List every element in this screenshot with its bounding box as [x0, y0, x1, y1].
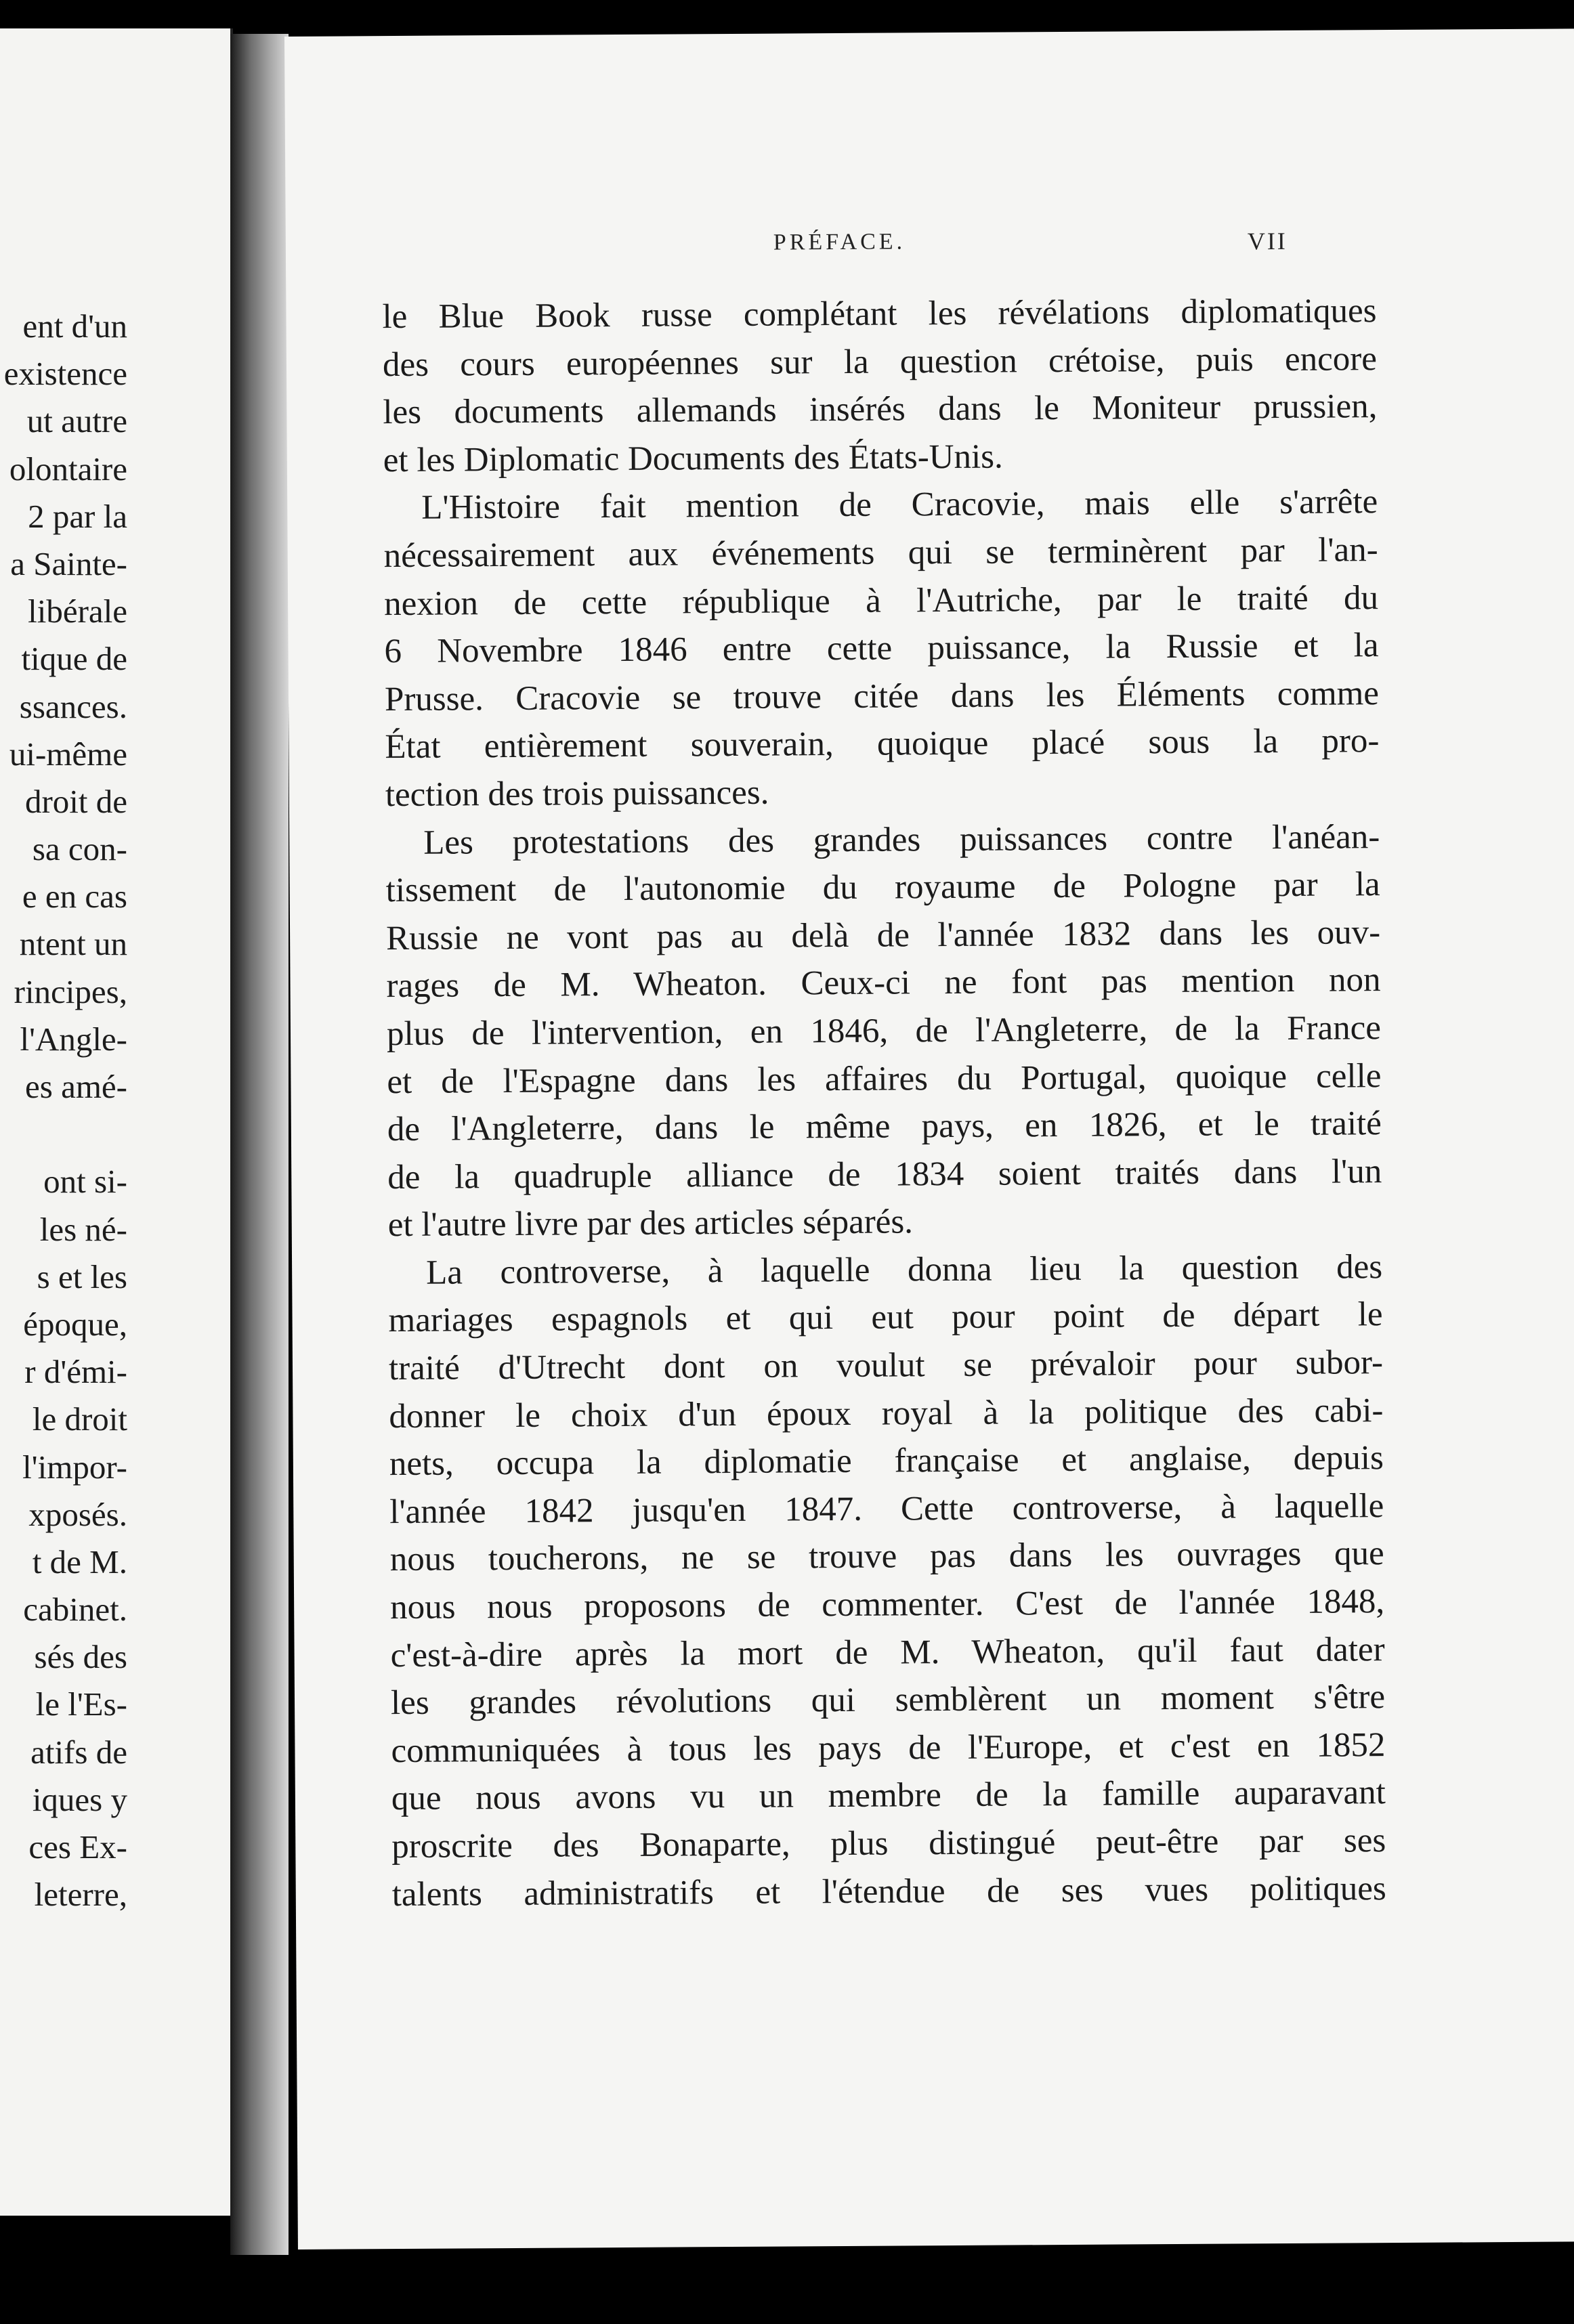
facing-page-line: ent d'un [22, 307, 127, 345]
text-line: La controverse, à laquelle donna lieu la question des [425, 1248, 1383, 1292]
facing-page-line: 2 par la [28, 497, 127, 535]
facing-page-line: es amé- [25, 1068, 127, 1105]
facing-page-line: les né- [39, 1210, 127, 1248]
text-line: talents administratifs et l'étendue de ses vues politiques [391, 1869, 1386, 1914]
facing-page-line: leterre, [34, 1876, 127, 1914]
text-line: des cours européennes sur la question crétoise, puis encore [382, 339, 1378, 384]
text-line: l'année 1842 jusqu'en 1847. Cette controverse, à laquelle [389, 1486, 1384, 1531]
text-line: tissement de l'autonomie du royaume de Pologne par la [385, 865, 1380, 910]
text-line: Les protestations des grandes puissances contre l'anéan- [423, 817, 1380, 862]
text-line: rages de M. Wheaton. Ceux-ci ne font pas mention non [386, 961, 1381, 1006]
facing-page-line: le l'Es- [35, 1685, 127, 1723]
text-line: nets, occupa la diplomatie française et anglaise, depuis [389, 1439, 1384, 1484]
text-line: État entièrement souverain, quoique placé sous la pro- [385, 722, 1380, 767]
text-line: les grandes révolutions qui semblèrent un moment s'être [390, 1678, 1386, 1723]
facing-page-line: existence [3, 355, 127, 393]
running-title: PRÉFACE. [773, 229, 906, 255]
text-line: nexion de cette république à l'Autriche, par le traité du [383, 578, 1379, 623]
text-line: 6 Novembre 1846 entre cette puissance, la Russie et la [384, 626, 1379, 671]
text-line: plus de l'intervention, en 1846, de l'Angleterre, de la France [386, 1009, 1382, 1054]
facing-page-line: atifs de [30, 1733, 127, 1771]
text-line: de la quadruple alliance de 1834 soient traités dans l'un [387, 1152, 1382, 1197]
text-line: L'Histoire fait mention de Cracovie, mais elle s'arrête [421, 483, 1378, 528]
facing-page-left [0, 28, 233, 2216]
facing-page-line: olontaire [9, 450, 127, 488]
facing-page-line: tique de [21, 640, 127, 678]
text-line: et les Diplomatic Documents des États-Unis. [383, 437, 1003, 479]
text-line: donner le choix d'un époux royal à la politique des cabi- [389, 1391, 1384, 1436]
text-line: communiquées à tous les pays de l'Europe, et c'est en 1852 [391, 1725, 1386, 1770]
facing-page-line: ntent un [19, 925, 127, 963]
text-line: tection des trois puissances. [385, 773, 769, 815]
facing-page-line: cabinet. [23, 1591, 127, 1629]
text-line: Prusse. Cracovie se trouve citée dans les Éléments comme [384, 674, 1380, 718]
book-gutter-shadow [230, 34, 289, 2255]
text-line: et de l'Espagne dans les affaires du Portugal, quoique celle [387, 1056, 1382, 1101]
body-text [382, 287, 1386, 1918]
facing-page-line [0, 1111, 127, 1158]
facing-page-line: s et les [37, 1257, 127, 1295]
text-line: c'est-à-dire après la mort de M. Wheaton, qu'il faut dater [390, 1630, 1385, 1675]
facing-page-line: ces Ex- [28, 1828, 127, 1866]
facing-page-line: a Sainte- [10, 544, 127, 582]
facing-page-line: e en cas [22, 878, 127, 916]
facing-page-line: l'Angle- [20, 1020, 127, 1058]
facing-page-line: ont si- [43, 1163, 127, 1201]
text-line: mariages espagnols et qui eut pour point de départ le [388, 1295, 1383, 1340]
page-number: VII [1247, 227, 1288, 255]
text-line: nous toucherons, ne se trouve pas dans les ouvrages que [389, 1534, 1384, 1579]
facing-page-line: époque, [23, 1305, 127, 1343]
facing-page-text [0, 303, 127, 1918]
facing-page-line: ui-même [9, 735, 127, 773]
text-line: nous nous proposons de commenter. C'est de l'année 1848, [390, 1583, 1385, 1627]
facing-page-line: l'impor- [22, 1448, 127, 1486]
facing-page-line: droit de [24, 782, 127, 820]
facing-page-line: r d'émi- [24, 1353, 127, 1391]
facing-page-line: ut autre [26, 402, 127, 440]
text-line: de l'Angleterre, dans le même pays, en 1826, et le traité [387, 1104, 1382, 1149]
facing-page-line: xposés. [28, 1495, 127, 1533]
text-line: Russie ne vont pas au delà de l'année 1832 dans les ouv- [385, 913, 1381, 957]
facing-page-line: ssances. [19, 687, 127, 725]
facing-page-line: sés des [34, 1638, 127, 1676]
facing-page-line: libérale [28, 593, 127, 630]
text-line: que nous avons vu un membre de la famille auparavant [391, 1773, 1386, 1818]
page-right [284, 28, 1574, 2250]
text-line: traité d'Utrecht dont on voulut se prévaloir pour subor- [388, 1343, 1384, 1388]
text-line: et l'autre livre par des articles séparés. [387, 1203, 914, 1245]
facing-page-line: iques y [32, 1780, 127, 1818]
text-line: nécessairement aux événements qui se terminèrent par l'an- [383, 531, 1378, 576]
text-line: les documents allemands insérés dans le Moniteur prussien, [383, 387, 1378, 432]
facing-page-line: sa con- [32, 830, 127, 868]
facing-page-line: rincipes, [14, 972, 127, 1010]
text-line: le Blue Book russe complétant les révélations diplomatiques [382, 292, 1377, 337]
facing-page-line: t de M. [32, 1543, 127, 1580]
facing-page-line: le droit [32, 1400, 127, 1438]
text-line: proscrite des Bonaparte, plus distingué peut-être par ses [391, 1822, 1386, 1866]
